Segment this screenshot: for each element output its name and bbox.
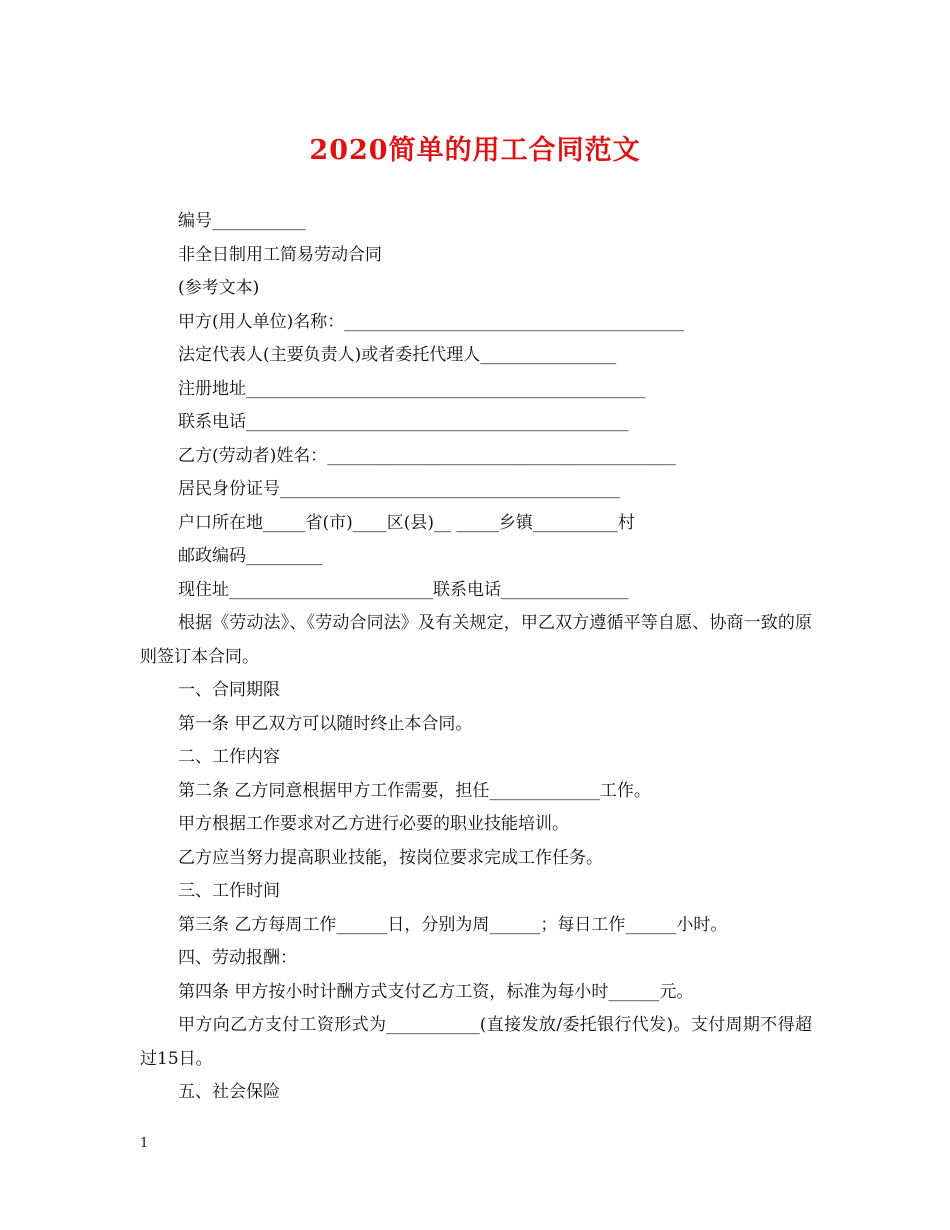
article-4: 第四条 甲方按小时计酬方式支付乙方工资，标准为每小时______元。 xyxy=(178,981,694,1002)
current-address-line: 现住址________________________联系电话_______________ xyxy=(178,579,629,600)
preamble-paragraph: 根据《劳动法》、《劳动合同法》及有关规定，甲乙双方遵循平等自愿、协商一致的原则签订本合同。 xyxy=(140,613,812,667)
section-heading-social-insurance: 五、社会保险 xyxy=(178,1082,280,1102)
training-paragraph: 甲方根据工作要求对乙方进行必要的职业技能培训。 xyxy=(178,814,569,834)
section-heading-term: 一、合同期限 xyxy=(178,680,280,700)
legal-representative-line: 法定代表人(主要负责人)或者委托代理人________________ xyxy=(178,345,617,365)
party-a-phone-line: 联系电话_____________________________________________ xyxy=(178,412,629,432)
household-registration-line: 户口所在地_____省(市)____区(县)__ _____乡镇__________村 xyxy=(178,512,635,533)
party-a-name-line: 甲方(用人单位)名称：________________________________________ xyxy=(178,311,685,332)
contract-number-line: 编号___________ xyxy=(178,211,306,231)
page-number: 1 xyxy=(140,1136,149,1151)
contract-subtitle: 非全日制用工简易劳动合同 xyxy=(178,244,382,265)
skills-paragraph: 乙方应当努力提高职业技能，按岗位要求完成工作任务。 xyxy=(178,847,603,868)
section-heading-work-time: 三、工作时间 xyxy=(178,881,280,901)
reference-note: (参考文本) xyxy=(178,278,260,298)
article-3: 第三条 乙方每周工作______日，分别为周______；每日工作______小时。 xyxy=(178,914,728,935)
document-body xyxy=(140,205,812,1110)
payment-form-paragraph: 甲方向乙方支付工资形式为___________(直接发放/委托银行代发)。支付周期不得超过15日。 xyxy=(140,1015,812,1069)
postal-code-line: 邮政编码_________ xyxy=(178,546,323,566)
document-title: 2020简单的用工合同范文 xyxy=(309,135,641,166)
registered-address-line: 注册地址_______________________________________________ xyxy=(178,378,646,399)
article-2: 第二条 乙方同意根据甲方工作需要，担任_____________工作。 xyxy=(178,780,651,801)
article-1: 第一条 甲乙双方可以随时终止本合同。 xyxy=(178,713,473,734)
id-number-line: 居民身份证号________________________________________ xyxy=(178,479,620,499)
party-b-name-line: 乙方(劳动者)姓名：_________________________________________ xyxy=(178,445,676,466)
section-heading-remuneration: 四、劳动报酬： xyxy=(178,948,297,968)
section-heading-work-content: 二、工作内容 xyxy=(178,747,280,767)
